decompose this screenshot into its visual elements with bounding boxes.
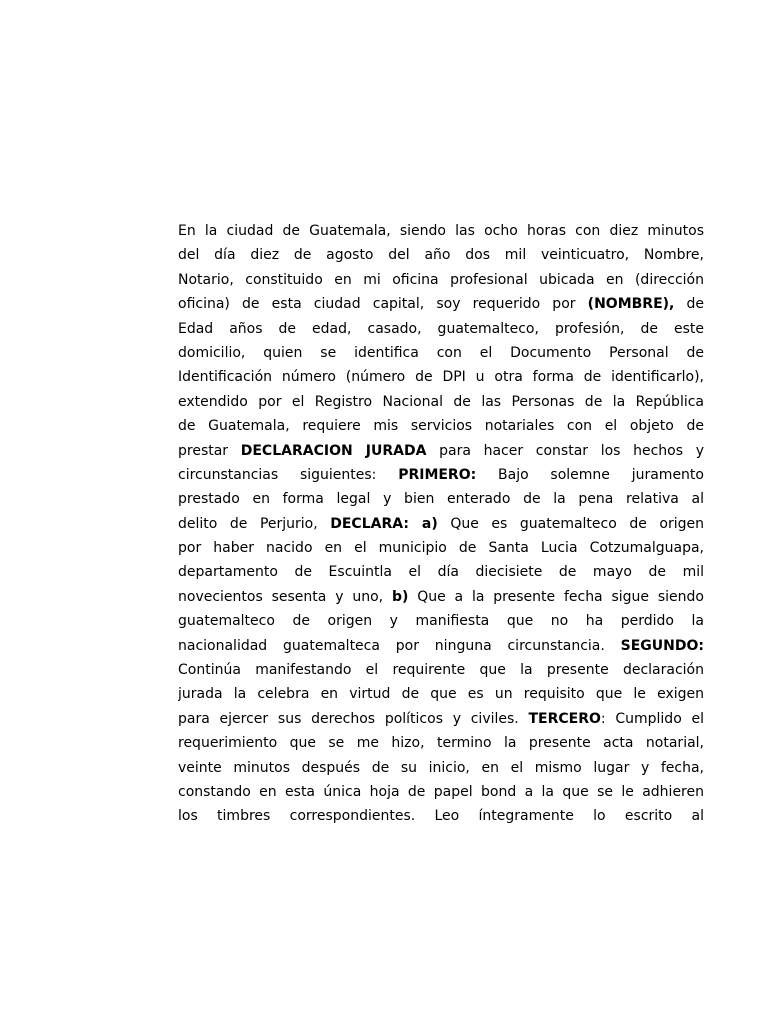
text-segment: delito de Perjurio, (178, 515, 331, 532)
text-line (178, 243, 704, 267)
text-line (178, 682, 704, 706)
text-segment: guatemalteco de origen y manifiesta que no ha perdido la (178, 613, 704, 630)
text-line (178, 609, 704, 633)
text-line (178, 804, 704, 828)
text-segment: : Cumplido el (600, 710, 704, 727)
text-line (178, 365, 704, 389)
text-segment: circunstancias siguientes: (178, 466, 399, 483)
text-line (178, 780, 704, 804)
text-segment: los timbres correspondientes. Leo íntegramente lo escrito al (178, 808, 704, 825)
text-line (178, 439, 704, 463)
text-line (178, 512, 704, 536)
text-segment: constando en esta única hoja de papel bond a la que se le adhieren (178, 783, 704, 800)
text-line (178, 585, 704, 609)
bold-text-segment: DECLARA: a) (330, 515, 438, 532)
text-line (178, 707, 704, 731)
text-segment: para ejercer sus derechos políticos y civiles. (178, 710, 529, 727)
text-line (178, 634, 704, 658)
text-segment: Bajo solemne juramento (476, 466, 704, 483)
text-segment: jurada la celebra en virtud de que es un requisito que le exigen (178, 686, 704, 703)
text-line (178, 341, 704, 365)
text-line (178, 292, 704, 316)
bold-text-segment: DECLARACION JURADA (240, 442, 427, 459)
text-line (178, 731, 704, 755)
text-line (178, 268, 704, 292)
text-line (178, 756, 704, 780)
text-segment: En la ciudad de Guatemala, siendo las ocho horas con diez minutos (178, 223, 704, 239)
text-segment: nacionalidad guatemalteca por ninguna circunstancia. (178, 637, 621, 654)
text-segment: por haber nacido en el municipio de Santa Lucia Cotzumalguapa, (178, 540, 704, 557)
text-segment: veinte minutos después de su inicio, en el mismo lugar y fecha, (178, 759, 704, 776)
bold-text-segment: SEGUNDO: (620, 637, 704, 654)
text-segment: Que es guatemalteco de origen (437, 515, 704, 532)
text-line (178, 560, 704, 584)
text-line (178, 390, 704, 414)
bold-text-segment: TERCERO (528, 710, 601, 727)
text-segment: del día diez de agosto del año dos mil veinticuatro, Nombre, (178, 247, 704, 264)
text-segment: requerimiento que se me hizo, termino la presente acta notarial, (178, 735, 704, 752)
text-segment: prestar (178, 442, 241, 459)
bold-text-segment: b) (391, 588, 409, 605)
text-segment: Que a la presente fecha sigue siendo (408, 588, 704, 605)
text-segment: de (674, 296, 704, 313)
text-segment: prestado en forma legal y bien enterado de la pena relativa al (178, 491, 704, 508)
text-segment: novecientos sesenta y uno, (178, 588, 392, 605)
text-line (178, 317, 704, 341)
text-segment: oficina) de esta ciudad capital, soy requerido por (178, 296, 588, 313)
text-segment: Identificación número (número de DPI u otra forma de identificarlo), (178, 369, 704, 386)
text-line (178, 219, 704, 243)
text-segment: departamento de Escuintla el día diecisiete de mayo de mil (178, 564, 704, 581)
text-segment: Edad años de edad, casado, guatemalteco, profesión, de este (178, 320, 704, 337)
text-line (178, 487, 704, 511)
text-line (178, 536, 704, 560)
document-body-text (178, 219, 704, 829)
text-segment: extendido por el Registro Nacional de las Personas de la República (178, 393, 704, 410)
bold-text-segment: PRIMERO: (398, 466, 477, 483)
text-line (178, 463, 704, 487)
text-segment: para hacer constar los hechos y (426, 442, 704, 459)
text-segment: domicilio, quien se identifica con el Documento Personal de (178, 344, 704, 361)
bold-text-segment: (NOMBRE), (587, 296, 675, 313)
text-segment: de Guatemala, requiere mis servicios notariales con el objeto de (178, 418, 704, 435)
text-segment: Notario, constituido en mi oficina profesional ubicada en (dirección (178, 271, 704, 288)
text-segment: Continúa manifestando el requirente que la presente declaración (178, 662, 704, 679)
text-line (178, 414, 704, 438)
text-line (178, 658, 704, 682)
